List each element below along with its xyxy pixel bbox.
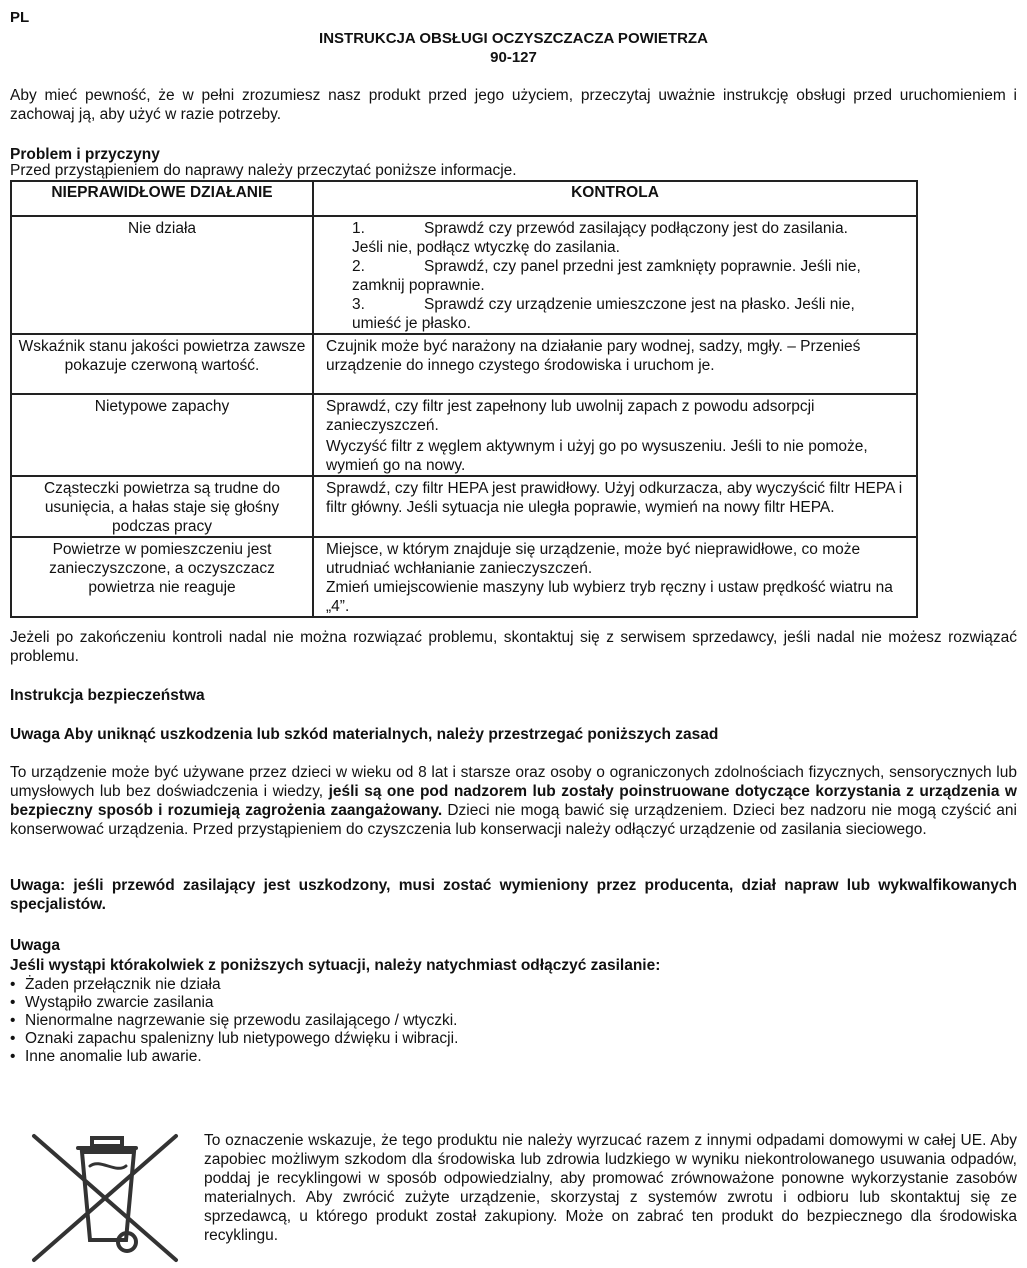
check-item-cont: umieść je płasko. bbox=[352, 315, 471, 332]
column-header-check: KONTROLA bbox=[313, 181, 917, 216]
check-item-cont: Jeśli nie, podłącz wtyczkę do zasilania. bbox=[352, 239, 620, 256]
language-code: PL bbox=[10, 9, 30, 26]
check-cell: Czujnik może być narażony na działanie pary wodnej, sadzy, mgły. – Przenieś urządzenie do innego czystego środowiska i uruchom je. bbox=[313, 334, 917, 394]
list-item: • Żaden przełącznik nie działa bbox=[10, 976, 458, 994]
weee-disposal-text: To oznaczenie wskazuje, że tego produktu nie należy wyrzucać razem z innymi odpadami domowymi w całej UE. Aby zapobiec możliwym szkodom dla środowiska lub zdrowia ludzkiego w wyniku niekontrolowanego usuwania odpadów, poddaj je recyklingowi w sposób odpowiedzialny, aby promować zrównoważone ponowne wykorzystanie zasobów materialnych. Aby zwrócić zużyte urządzenie, skorzystaj z systemów zwrotu i odbioru lub skontaktuj się ze sprzedawcą, u którego produkt został zakupiony. Może on zabrać ten produkt do bezpiecznego dla środowiska recyklingu. bbox=[204, 1132, 1017, 1244]
list-item: • Oznaki zapachu spalenizny lub nietypowego dźwięku i wibracji. bbox=[10, 1030, 458, 1048]
table-row bbox=[11, 216, 917, 334]
after-table-note: Jeżeli po zakończeniu kontroli nadal nie można rozwiązać problemu, skontaktuj się z serwisem sprzedawcy, jeśli nadal nie możesz rozwiązać problemu. bbox=[10, 629, 1017, 665]
check-item: 2. Sprawdź, czy panel przedni jest zamknięty poprawnie. Jeśli nie, bbox=[352, 258, 861, 275]
problem-cell: Nietypowe zapachy bbox=[11, 394, 313, 476]
warning-title: Uwaga bbox=[10, 937, 60, 954]
column-header-problem: NIEPRAWIDŁOWE DZIAŁANIE bbox=[11, 181, 313, 216]
problem-cell: Nie działa bbox=[11, 216, 313, 334]
table-row bbox=[11, 476, 917, 537]
safety-paragraph: To urządzenie może być używane przez dzieci w wieku od 8 lat i starsze oraz osoby o ograniczonych zdolnościach fizycznych, sensorycznych lub umysłowych lub bez doświadczenia i wiedzy, jeśli są one pod nadzorem lub zostały poinstruowane dotyczące korzystania z urządzenia w bezpieczny sposób i rozumieją zagrożenia zaangażowany. Dzieci nie mogą bawić się urządzeniem. Dzieci bez nadzoru nie mogą czyścić ani konserwować urządzenia. Przed przystąpieniem do czyszczenia lub konserwacji należy odłączyć urządzenie od zasilania sieciowego. bbox=[10, 764, 1017, 838]
power-cord-warning: Uwaga: jeśli przewód zasilający jest uszkodzony, musi zostać wymieniony przez producenta, dział napraw lub wykwalfikowanych specjalistów. bbox=[10, 877, 1017, 913]
safety-heading: Instrukcja bezpieczeństwa bbox=[10, 687, 205, 704]
check-cell: Sprawdź, czy filtr HEPA jest prawidłowy. Użyj odkurzacza, aby wyczyścić filtr HEPA i filtr główny. Jeśli sytuacja nie uległa poprawie, wymień na nowy filtr HEPA. bbox=[313, 476, 917, 537]
check-text: Zmień umiejscowienie maszyny lub wybierz tryb ręczny i ustaw prędkość wiatru na „4”. bbox=[326, 579, 893, 615]
check-cell bbox=[313, 537, 917, 617]
list-item: • Inne anomalie lub awarie. bbox=[10, 1048, 458, 1066]
check-text: Wyczyść filtr z węglem aktywnym i użyj go po wysuszeniu. Jeśli to nie pomoże, wymień go na nowy. bbox=[326, 438, 868, 474]
table-header-row bbox=[11, 181, 917, 216]
safety-warning: Uwaga Aby uniknąć uszkodzenia lub szkód materialnych, należy przestrzegać poniższych zasad bbox=[10, 726, 719, 743]
warning-text: Jeśli wystąpi którakolwiek z poniższych sytuacji, należy natychmiast odłączyć zasilanie: bbox=[10, 957, 661, 974]
document-title: INSTRUKCJA OBSŁUGI OCZYSZCZACZA POWIETRZA bbox=[319, 30, 708, 47]
problems-heading: Problem i przyczyny bbox=[10, 146, 160, 163]
check-text: Miejsce, w którym znajduje się urządzenie, może być nieprawidłowe, co może utrudniać wchłanianie zanieczyszczeń. bbox=[326, 541, 861, 577]
crossed-out-wheelie-bin-icon bbox=[30, 1128, 180, 1268]
check-item-cont: zamknij poprawnie. bbox=[352, 277, 485, 294]
table-row bbox=[11, 334, 917, 394]
table-row bbox=[11, 394, 917, 476]
model-number: 90-127 bbox=[490, 49, 537, 66]
check-item: 3. Sprawdź czy urządzenie umieszczone jest na płasko. Jeśli nie, bbox=[352, 296, 855, 313]
problem-cell: Wskaźnik stanu jakości powietrza zawsze pokazuje czerwoną wartość. bbox=[11, 334, 313, 394]
troubleshooting-table bbox=[10, 180, 918, 618]
list-item: • Nienormalne nagrzewanie się przewodu zasilającego / wtyczki. bbox=[10, 1012, 458, 1030]
check-text: Sprawdź, czy filtr jest zapełnony lub uwolnij zapach z powodu adsorpcji zanieczyszczeń. bbox=[326, 398, 815, 434]
problems-subheading: Przed przystąpieniem do naprawy należy przeczytać poniższe informacje. bbox=[10, 162, 517, 179]
check-item: 1. Sprawdź czy przewód zasilający podłączony jest do zasilania. bbox=[352, 220, 848, 237]
problem-cell: Cząsteczki powietrza są trudne do usunięcia, a hałas staje się głośny podczas pracy bbox=[11, 476, 313, 537]
table-row bbox=[11, 537, 917, 617]
problem-cell: Powietrze w pomieszczeniu jest zanieczyszczone, a oczyszczacz powietrza nie reaguje bbox=[11, 537, 313, 617]
intro-paragraph: Aby mieć pewność, że w pełni zrozumiesz nasz produkt przed jego użyciem, przeczytaj uważnie instrukcję obsługi przed uruchomieniem i zachowaj ją, aby użyć w razie potrzeby. bbox=[10, 87, 1017, 123]
warning-list bbox=[10, 976, 458, 1066]
list-item: • Wystąpiło zwarcie zasilania bbox=[10, 994, 458, 1012]
check-cell bbox=[313, 216, 917, 334]
check-cell bbox=[313, 394, 917, 476]
